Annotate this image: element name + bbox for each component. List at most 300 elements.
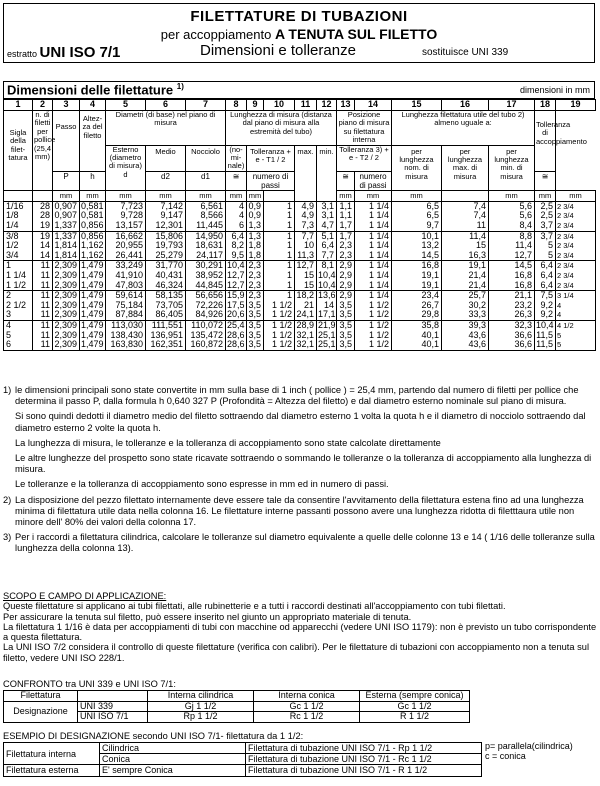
table-cell: 6 [226,221,247,231]
table-cell: 1 [264,221,295,231]
table-cell: 30,2 [442,301,489,311]
h-numero-passi-2: numero di passi [355,171,392,190]
table-cell: 1,814 [53,241,80,251]
table-cell: 1,479 [81,260,104,271]
table-cell: 75,184 [106,301,146,311]
table-cell: 2,309 [53,281,80,291]
table-row [4,281,596,291]
table-cell: 30,291 [186,261,226,271]
table-cell: 9,728 [106,211,146,221]
table-cell: 15,9 [227,290,245,301]
table-cell: 28 [33,201,53,211]
column-number: 14 [355,100,392,111]
unit-cell [442,190,489,201]
table-cell: 136,951 [146,331,186,341]
table-cell: 1 [264,201,295,211]
column-number-row [4,100,596,111]
table-cell: 8,1 [317,261,337,271]
table-cell: 19 [33,231,53,241]
unit-cell: mm [146,190,186,201]
table-cell: 3/8 [4,231,33,241]
table-cell: 13,6 [318,290,336,301]
section-title-text: Dimensioni delle filettature [7,82,174,98]
section-title [7,82,184,97]
column-number: 16 [442,100,489,111]
table-cell: 72,226 [186,301,226,311]
note-3-text: Per i raccordi a filettatura cilindrica, calcolare le tolleranze sul diametro equivalente a quelle delle colonne 13 e 14 ( 1/16 delle tolleranze sulla lunghezza della colonna 13). [15,532,595,554]
table-cell: 1 1/2 [355,340,392,350]
column-number: 11 [295,100,317,111]
table-cell: 6,4 [226,231,247,241]
table-cell: 1 1/2 [355,331,392,341]
table-cell: 1,3 [247,221,264,231]
column-number: 17 [489,100,535,111]
scope-block [3,591,597,663]
column-number: 19 [556,100,596,111]
table-cell: 2,309 [53,340,80,350]
table-cell: 1 1/4 [355,251,392,261]
note-1-para-4: Le tolleranze e la tolleranza di accoppiamento sono espresse in mm ed in numero di passi. [15,479,389,490]
table-cell: 113,030 [106,320,146,330]
unit-cell: mm [355,190,392,201]
table-cell: 2,3 [247,271,264,281]
doc-type: Dimensioni e tolleranze [200,42,356,59]
table-cell: 3,5 [247,331,264,341]
table-cell: 21,4 [442,281,489,291]
table-cell: 11,5 [535,331,556,341]
conf-cell: Rp 1 1/2 [148,712,254,723]
table-cell: 28,9 [295,320,317,330]
table-cell: 2,5 [535,201,556,211]
table-cell: 1,479 [81,270,104,280]
subtitle-bold: A TENUTA SUL FILETTO [274,26,438,42]
table-cell: 111,551 [146,320,186,330]
table-cell: 5 [556,340,596,350]
conf-cell: Gc 1 1/2 [254,701,360,712]
table-cell: 43,6 [442,340,489,350]
table-cell: 1,3 [247,231,264,241]
table-cell: 6,5 [392,211,442,221]
table-cell: 2,309 [53,261,80,271]
table-cell: 86,405 [146,310,186,320]
table-cell: 39,3 [442,320,489,330]
column-number: 4 [80,100,106,111]
table-cell: 12,301 [146,221,186,231]
conf-cell: Rc 1 1/2 [254,712,360,723]
table-cell: 1,8 [247,251,264,261]
table-cell: 10 [295,241,317,251]
h-nocciolo: Nocciolo [186,145,226,171]
table-cell: 2 [4,291,33,301]
ex-f-interna: Filettatura interna [4,743,100,765]
table-cell: 11 [442,221,489,231]
table-cell: 1 1/2 [264,320,295,330]
table-cell: 11 [33,291,53,301]
conf-cell: Gc 1 1/2 [360,701,470,712]
note-1-text: le dimensioni principali sono state convertite in mm sulla base di 1 inch ( pollice ) = 25,4 mm, partendo dal numero di filetti per pollice che determina il passo P, dalla formula h 0,640 327 P (Profondità = Altezza del filetto) e dal diametro esterno nominale sul piano di misura. [15,385,579,407]
h-lunghezza-utile: Lunghezza filettatura utile del tubo 2) almeno uguale a: [392,111,535,146]
column-number: 2 [33,100,53,111]
table-cell: 3,5 [247,310,264,320]
table-cell: 6,4 [317,241,337,251]
column-number: 10 [264,100,295,111]
table-cell: 5,6 [489,201,535,211]
table-cell: 1,337 [53,221,80,231]
table-cell: 2,309 [53,320,80,330]
table-cell: 41,910 [106,271,146,281]
unit-cell: mm [247,190,264,201]
h-lunghezza: Lunghezza di misura (distanza dal piano di misura alla estremità del tubo) [226,111,337,146]
table-cell: 1 [264,211,295,221]
table-cell: 11 [33,301,53,311]
table-cell: 3,5 [337,310,355,320]
section-header [3,81,595,99]
table-cell: 1 1/2 [264,331,295,341]
table-cell: 162,351 [146,340,186,350]
table-cell: 2,3 [247,291,264,301]
table-cell: 2 3/4 [556,281,596,291]
table-cell: 25,7 [442,291,489,301]
table-cell: 160,872 [186,340,226,350]
table-cell: 1 [4,261,33,271]
h-passo: Passo [53,111,80,172]
table-cell: 3 1/4 [556,291,596,301]
unit-cell [4,190,33,201]
h-toll1: Tolleranza + e - T1 / 2 [247,145,295,171]
table-cell: 11,4 [442,231,489,241]
table-cell: 1,479 [81,309,104,320]
table-cell: 2 3/4 [556,221,596,231]
table-cell: 43,6 [442,331,489,341]
table-cell: 1 1/4 [355,271,392,281]
table-cell: 2,309 [53,310,80,320]
table-cell: 20,955 [106,241,146,251]
table-cell: 87,884 [106,310,146,320]
table-row [4,310,596,320]
table-cell: 56,656 [186,291,226,301]
table-cell: 3,5 [247,340,264,350]
table-cell: 3,5 [337,331,355,341]
table-cell: 14,950 [186,231,226,241]
h-altezza: Altez-za del filetto [80,111,106,172]
table-cell: 6,4 [535,271,556,281]
table-cell: 1,162 [81,249,104,260]
table-cell: 1 [264,271,295,281]
comparison-title: CONFRONTO tra UNI 339 e UNI ISO 7/1: [3,679,176,689]
conf-h-interna-cil: Interna cilindrica [148,691,254,702]
table-cell: 7,723 [106,201,146,211]
table-cell: 21,9 [318,319,336,330]
note-3 [3,532,597,554]
table-cell: 12,7 [489,251,535,261]
table-cell: 2,5 [535,211,556,221]
conf-h-interna-con: Interna conica [254,691,360,702]
h-nom: (no-mi-nale) [226,145,247,171]
table-cell: 19,1 [442,261,489,271]
table-cell: 40,1 [392,340,442,350]
table-cell: 7,5 [535,291,556,301]
table-cell: 4 [4,320,33,330]
table-cell: 16,662 [106,231,146,241]
unit-cell [264,190,295,201]
table-cell: 23,4 [392,291,442,301]
table-cell: 1,479 [81,279,104,290]
unit-cell: mm [186,190,226,201]
ex-d2: Filettatura di tubazione UNI ISO 7/1 - Rc 1 1/2 [246,754,482,765]
table-cell: 19,1 [392,271,442,281]
table-cell: 4 [556,310,596,320]
table-cell: 26,7 [392,301,442,311]
table-cell: 9,147 [146,211,186,221]
table-cell: 24,1 [295,310,317,320]
table-cell: 15 [295,271,317,281]
table-cell: 1,479 [81,290,104,301]
table-cell: 1 1/4 [355,231,392,241]
unit-cell: mm [535,190,556,201]
table-cell: 7,4 [442,211,489,221]
table-cell: 9,7 [392,221,442,231]
h-per-max: per lunghezza max. di misura [442,145,489,190]
table-cell: 11,3 [295,251,317,261]
table-cell: 8,8 [489,231,535,241]
scope-line-2: Per assicurare la tenuta sul filetto, può essere inserito nel giunto un appropriato materiale di tenuta. [3,611,412,622]
table-cell: 1/4 [4,221,33,231]
example-row [4,765,482,776]
table-cell: 1,479 [81,339,104,350]
extract-label: estratto [7,49,38,59]
table-cell: 25,1 [318,339,336,350]
table-cell: 0,581 [81,210,104,221]
doc-subtitle [4,26,594,42]
table-cell: 7,7 [295,231,317,241]
table-cell: 1 [264,281,295,291]
table-cell: 38,952 [186,271,226,281]
table-cell: 2 3/4 [556,201,596,211]
note-3-number: 3) [3,532,12,543]
table-cell: 28,6 [227,329,245,340]
table-cell: 29,8 [392,310,442,320]
table-cell: 1,479 [81,329,104,340]
table-cell: 0,907 [53,201,80,211]
table-cell: 16,8 [489,271,535,281]
header-box [3,3,595,63]
h-max: max. [295,145,317,201]
table-cell: 110,072 [186,320,226,330]
table-cell: 3,5 [337,340,355,350]
column-number: 18 [535,100,556,111]
unit-cell: mm [80,190,106,201]
table-row [4,340,596,350]
note-1 [3,385,597,407]
table-cell: 6,561 [186,201,226,211]
table-cell: 1 1/4 [355,221,392,231]
table-cell: 4 [556,301,596,311]
table-cell: 21,4 [442,271,489,281]
sym-h: h [80,171,106,190]
table-cell: 1,337 [53,231,80,241]
table-cell: 33,3 [442,310,489,320]
table-cell: 1 1/4 [355,211,392,221]
table-cell: 14 [317,301,337,311]
note-1-para-1: Si sono quindi dedotti il diametro medio del filetto sottraendo dal diametro esterno 1 volta la quota h e il diametro di nocciolo sottraendo dal diametro esterno 2 volte la quota h. [15,411,586,433]
table-cell: 1 1/4 [355,241,392,251]
column-number: 5 [106,100,146,111]
table-cell: 7,142 [146,201,186,211]
table-cell: 6,5 [392,201,442,211]
table-cell: 16,8 [392,261,442,271]
table-cell: 2,309 [53,301,80,311]
table-cell: 32,3 [489,320,535,330]
conf-cell: R 1 1/2 [360,712,470,723]
table-cell: 2,9 [337,281,355,291]
column-number: 8 [226,100,247,111]
column-header-row-1 [4,111,596,146]
table-cell: 9,2 [535,301,556,311]
table-cell: 1 1/2 [264,301,295,311]
table-cell: 19 [33,221,53,231]
section-title-note: 1) [176,82,184,91]
table-cell: 1/2 [4,241,33,251]
h-per-nom: per lunghezza nom. di misura [392,145,442,190]
column-number: 3 [53,100,80,111]
table-cell: 14,5 [489,261,535,271]
table-cell: 8,4 [489,221,535,231]
table-cell: 4,9 [295,201,317,211]
table-cell: 11,5 [535,340,556,350]
column-number: 15 [392,100,442,111]
table-cell: 1 1/4 [355,201,392,211]
table-cell: 7,3 [295,221,317,231]
h-nfiletti: n. di filetti per pollice (25,4 mm) [33,111,53,191]
table-cell: 10,4 [318,279,336,290]
table-cell: 2,309 [53,291,80,301]
ex-con: Conica [100,754,246,765]
table-cell: 1 1/4 [355,281,392,291]
note-2-text: La disposizione del pezzo filettato internamente deve essere tale da consentire l'avvitamento della filettatura estena fino ad una lunghezza minima di filettatura utile data nella colonna 16. Le filettature interne passanti possono avere una lunghezza ridotta di filetttaura utile non minore dell' 80% dei valori della colonna 17. [15,494,584,528]
table-cell: 2 3/4 [556,251,596,261]
table-cell: 2,9 [337,261,355,271]
table-cell: 3,5 [247,301,264,311]
table-cell: 0,907 [53,211,80,221]
table-cell: 21,1 [489,291,535,301]
table-cell: 2 3/4 [556,211,596,221]
table-cell: 11 [33,271,53,281]
table-cell: 14,5 [392,251,442,261]
table-cell: 47,803 [106,281,146,291]
table-cell: 2,3 [247,261,264,271]
table-cell: 25,4 [227,319,245,330]
table-cell: 1,1 [337,201,355,211]
table-row [4,251,596,261]
table-cell: 163,830 [106,340,146,350]
table-cell: 36,6 [489,331,535,341]
table-cell: 25,1 [318,329,336,340]
table-cell: 11 [33,281,53,291]
note-2 [3,495,597,529]
table-cell: 10,4 [318,270,336,280]
table-cell: 16,3 [442,251,489,261]
table-cell: 84,926 [186,310,226,320]
table-cell: 4 [226,201,247,211]
table-cell: 18,631 [186,241,226,251]
unit-cell: mm [106,190,146,201]
table-cell: 32,1 [295,331,317,341]
h-esterno: Esterno (diametro di misura) d [106,145,146,190]
table-cell: 13,2 [392,241,442,251]
table-cell: 11,4 [489,241,535,251]
table-cell: 1 [264,231,295,241]
column-number: 12 [317,100,337,111]
table-cell: 1 1/4 [355,291,392,301]
table-cell: 19,793 [146,241,186,251]
table-cell: 5,1 [317,231,337,241]
table-cell: 1 [264,291,295,301]
table-cell: 1 1/2 [264,310,295,320]
table-cell: 14 [33,251,53,261]
table-cell: 1 1/4 [4,271,33,281]
table-cell: 1,8 [247,241,264,251]
table-cell: 1,814 [53,251,80,261]
table-cell: 11 [33,310,53,320]
table-cell: 1 1/2 [355,320,392,330]
table-cell: 4 [226,211,247,221]
table-cell: 5 [556,331,596,341]
comparison-table [3,690,470,723]
comparison-row [4,701,470,712]
table-cell: 46,324 [146,281,186,291]
example-table [3,742,482,777]
table-cell: 5 [4,331,33,341]
table-cell: 23,2 [489,301,535,311]
table-cell: 1,479 [81,299,104,310]
note-2-number: 2) [3,494,12,505]
note-1-number: 1) [3,385,12,395]
column-number: 9 [247,100,264,111]
table-cell: 0,9 [247,201,264,211]
conf-h-empty [78,691,148,702]
table-row [4,221,596,231]
table-cell: 12,7 [227,270,245,280]
conf-designazione: Designazione [4,701,78,722]
legend-p: p= parallela(cilindrica) [485,741,573,751]
table-cell: 12,7 [227,279,245,290]
example-title: ESEMPIO DI DESIGNAZIONE secondo UNI ISO 7/1- filettatura da 1 1/2: [3,731,304,741]
table-cell: 1/16 [4,201,33,211]
table-cell: 20,6 [227,309,245,320]
table-cell: 2,9 [337,291,355,301]
table-cell: 24,117 [186,251,226,261]
table-body [4,201,596,350]
table-cell: 44,845 [186,281,226,291]
table-cell: 7,4 [442,201,489,211]
column-number: 7 [186,100,226,111]
table-cell: 3,1 [317,211,337,221]
table-cell: 1 [264,241,295,251]
note-1-para-2: La lunghezza di misura, le tolleranze e la tolleranza di accoppiamento sono state calcolate direttamente [15,437,441,448]
table-cell: 3,7 [535,231,556,241]
table-cell: 1 1/4 [355,261,392,271]
table-cell: 12,7 [295,261,317,271]
h-toll2: Tolleranza 3) + e - T2 / 2 [337,145,392,171]
table-cell: 73,705 [146,301,186,311]
h-min: min. [317,145,337,201]
table-cell: 58,135 [146,291,186,301]
unit-cell: mm [53,190,80,201]
table-cell: 2 1/2 [4,301,33,311]
table-cell: 17,1 [318,309,336,320]
unit-cell: mm [556,190,596,201]
sym-approx-3: ≅ [535,171,556,190]
